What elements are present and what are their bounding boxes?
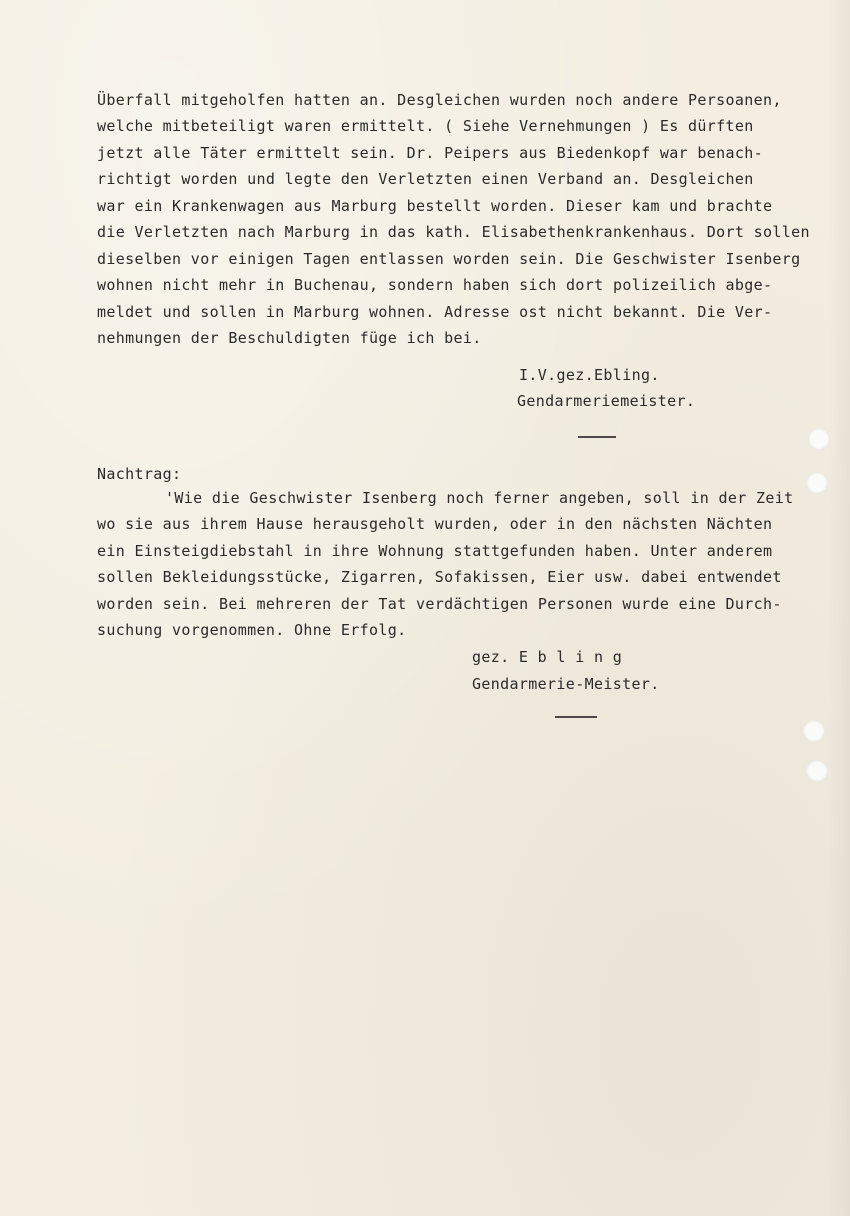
addendum-heading: Nachtrag: (97, 465, 182, 483)
page-edge-shadow (828, 0, 850, 1216)
bleed-through-text (20, 680, 840, 1200)
addendum-line-4: sollen Bekleidungsstücke, Zigarren, Sofakissen, Eier usw. dabei entwendet (97, 568, 782, 586)
report-line-4: richtigt worden und legte den Verletzten einen Verband an. Desgleichen (97, 170, 754, 188)
report-line-8: wohnen nicht mehr in Buchenau, sondern haben sich dort polizeilich abge- (97, 276, 773, 294)
addendum-line-5: worden sein. Bei mehreren der Tat verdächtigen Personen wurde eine Durch- (97, 595, 782, 613)
report-signature-title: Gendarmeriemeister. (517, 392, 696, 410)
report-line-2: welche mitbeteiligt waren ermittelt. ( Siehe Vernehmungen ) Es dürften (97, 117, 754, 135)
addendum-line-6: suchung vorgenommen. Ohne Erfolg. (97, 621, 407, 639)
report-line-10: nehmungen der Beschuldigten füge ich bei. (97, 329, 482, 347)
addendum-end-rule (555, 716, 597, 718)
addendum-signature-title: Gendarmerie-Meister. (472, 675, 660, 693)
addendum-line-1: 'Wie die Geschwister Isenberg noch ferner angeben, soll in der Zeit (165, 489, 794, 507)
report-line-1: Überfall mitgeholfen hatten an. Desgleichen wurden noch andere Persoanen, (97, 91, 782, 109)
punch-hole (808, 428, 830, 450)
report-line-3: jetzt alle Täter ermittelt sein. Dr. Peipers aus Biedenkopf war benach- (97, 144, 764, 162)
report-line-5: war ein Krankenwagen aus Marburg bestellt worden. Dieser kam und brachte (97, 197, 773, 215)
report-signature-name: I.V.gez.Ebling. (519, 366, 660, 384)
report-line-9: meldet und sollen in Marburg wohnen. Adresse ost nicht bekannt. Die Ver- (97, 303, 773, 321)
addendum-line-2: wo sie aus ihrem Hause herausgeholt wurden, oder in den nächsten Nächten (97, 515, 773, 533)
addendum-signature-name: gez. E b l i n g (472, 648, 623, 666)
report-line-6: die Verletzten nach Marburg in das kath. Elisabethenkrankenhaus. Dort sollen (97, 223, 810, 241)
punch-hole (806, 472, 828, 494)
punch-hole (806, 760, 828, 782)
addendum-line-3: ein Einsteigdiebstahl in ihre Wohnung stattgefunden haben. Unter anderem (97, 542, 773, 560)
report-end-rule (578, 436, 616, 438)
punch-hole (803, 720, 825, 742)
report-line-7: dieselben vor einigen Tagen entlassen worden sein. Die Geschwister Isenberg (97, 250, 801, 268)
